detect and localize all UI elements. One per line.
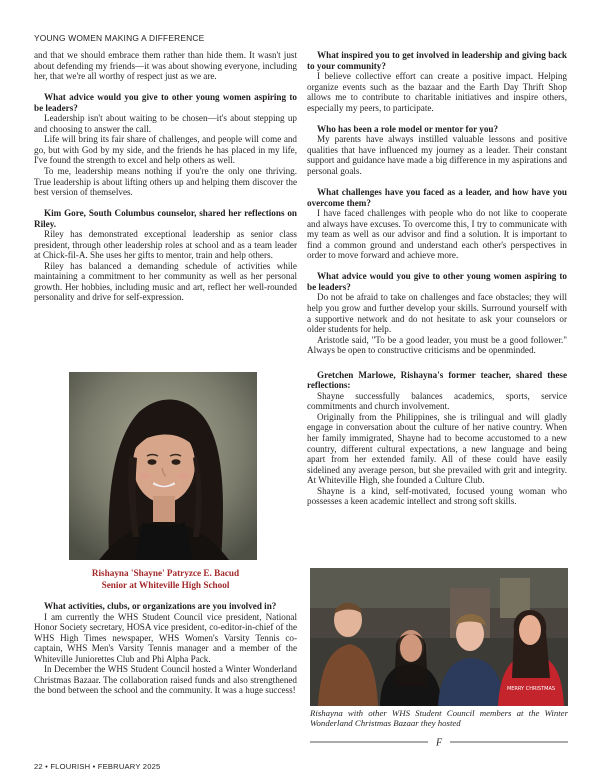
flourish-mark: F (435, 737, 443, 747)
section-header: YOUNG WOMEN MAKING A DIFFERENCE (34, 33, 205, 43)
portrait-caption-name: Rishayna 'Shayne' Patryzce E. Bacud (91, 568, 240, 578)
reflection-heading-kim: Kim Gore, South Columbus counselor, shared her reflections on Riley. (34, 208, 297, 229)
answer-paragraph: To me, leadership means nothing if you're the only one thriving. True leadership is about lifting others up and helping them discover the best version of themselves. (34, 165, 297, 198)
sweatshirt-text: MERRY CHRISTMAS (506, 686, 556, 692)
left-lower-column (34, 601, 297, 696)
group-photo-caption: Rishayna with other WHS Student Council members at the Winter Wonderland Christmas Bazaar they hosted (310, 708, 568, 729)
answer-paragraph: Life will bring its fair share of challenges, and people will come and go, but with God by my side, and the friends he has placed in my life, I've found the strength to excel and help others as well. (34, 134, 297, 166)
question-heading-challenges: What challenges have you faced as a leader, and how have you overcome them? (307, 187, 567, 208)
flourish-divider-graphic (310, 737, 568, 747)
answer-paragraph: I am currently the WHS Student Council vice president, National Honor Society secretary, HOSA vice president, co-editor-in-chief of the WHS High Times newspaper, WHS Women's Varsity Tennis co-captain, WHS Men's Varsity Tennis manager and a member of the Whiteville Juniorettes Club and Phi Alpha Pack. (34, 611, 297, 664)
question-heading-mentor: Who has been a role model or mentor for you? (317, 123, 499, 134)
answer-paragraph: I believe collective effort can create a positive impact. Helping organize events such as the bazaar and the Earth Day Thrift Shop allows me to contribute to charitable initiatives and inspire others, especially my peers, to participate. (307, 71, 567, 113)
portrait-caption (34, 568, 297, 591)
reflection-paragraph: Shayne is a kind, self-motivated, focused young woman who possesses a keen academic intellect and strong soft skills. (307, 485, 567, 507)
intro-paragraph: and that we should embrace them rather than hide them. It wasn't just about defending my friends—it was about showing everyone, including her, that we're all worthy of respect just as we are. (34, 50, 297, 82)
reflection-paragraph: Riley has balanced a demanding schedule of activities while maintaining a commitment to her community as well as her personal growth. Her hobbies, including music and art, reflect her well-rounded personality and drive for self-expression. (34, 260, 297, 303)
left-column (34, 50, 297, 303)
reflection-heading-gretchen: Gretchen Marlowe, Rishayna's former teacher, shared these reflections: (307, 369, 567, 391)
question-heading-advice: What advice would you give to other young women aspiring to be leaders? (307, 271, 567, 292)
answer-paragraph: Leadership isn't about waiting to be chosen—it's about stepping up and choosing to answer the call. (34, 113, 297, 134)
portrait-photo (69, 372, 257, 560)
reflection-paragraph: Riley has demonstrated exceptional leadership as senior class president, through other leadership roles at school and as a team leader at Chick-fil-A. She uses her gifts to mentor, train and help others. (34, 229, 297, 261)
flourish-divider (310, 734, 568, 747)
group-photo (310, 568, 568, 706)
reflection-paragraph: Originally from the Philippines, she is trilingual and will gladly engage in conversation about the culture of her native country. When her family immigrated, Shayne had to become accustomed to a new country, different cultural expectations, a new language and being apart from her extended family. All of these could have easily sidelined any average person, but she prevailed with grit and integrity. At Whiteville High, she founded a Culture Club. (307, 411, 567, 486)
answer-paragraph: Do not be afraid to take on challenges and face obstacles; they will help you grow and further develop your skills. Surround yourself with a supportive network and do not hesitate to ask your counselors or older students for help. (307, 292, 567, 335)
answer-paragraph: My parents have always instilled valuable lessons and positive qualities that have influenced my journey as a leader. Their constant support and guidance have made a big difference in my aspirations and personal goals. (307, 134, 567, 176)
question-heading-activities: What activities, clubs, or organizations are you involved in? (44, 601, 277, 611)
portrait-illustration (69, 372, 257, 560)
portrait-caption-school: Senior at Whiteville High School (101, 579, 230, 590)
page-footer: 22 • FLOURISH • FEBRUARY 2025 (34, 762, 161, 771)
group-photo-illustration (310, 568, 568, 706)
answer-paragraph: I have faced challenges with people who do not like to cooperate and always have excuses. To overcome this, I try to communicate with my team as well as our advisor and find a solution. It is important to find a common ground and understand each other's perspectives in order to move forward and achieve more. (307, 208, 567, 261)
right-column (307, 50, 567, 507)
reflection-paragraph: Shayne successfully balances academics, sports, service commitments and church involvement. (307, 390, 567, 412)
question-heading-advice: What advice would you give to other young women aspiring to be leaders? (34, 92, 297, 113)
answer-paragraph: In December the WHS Student Council hosted a Winter Wonderland Christmas Bazaar. The collaboration raised funds and also strengthened the bond between the school and the community. It was a huge success! (34, 664, 297, 696)
question-heading-inspired: What inspired you to get involved in leadership and giving back to your community? (307, 50, 567, 71)
answer-paragraph: Aristotle said, "To be a good leader, you must be a good follower." Always be open to constructive criticisms and be openminded. (307, 334, 567, 356)
